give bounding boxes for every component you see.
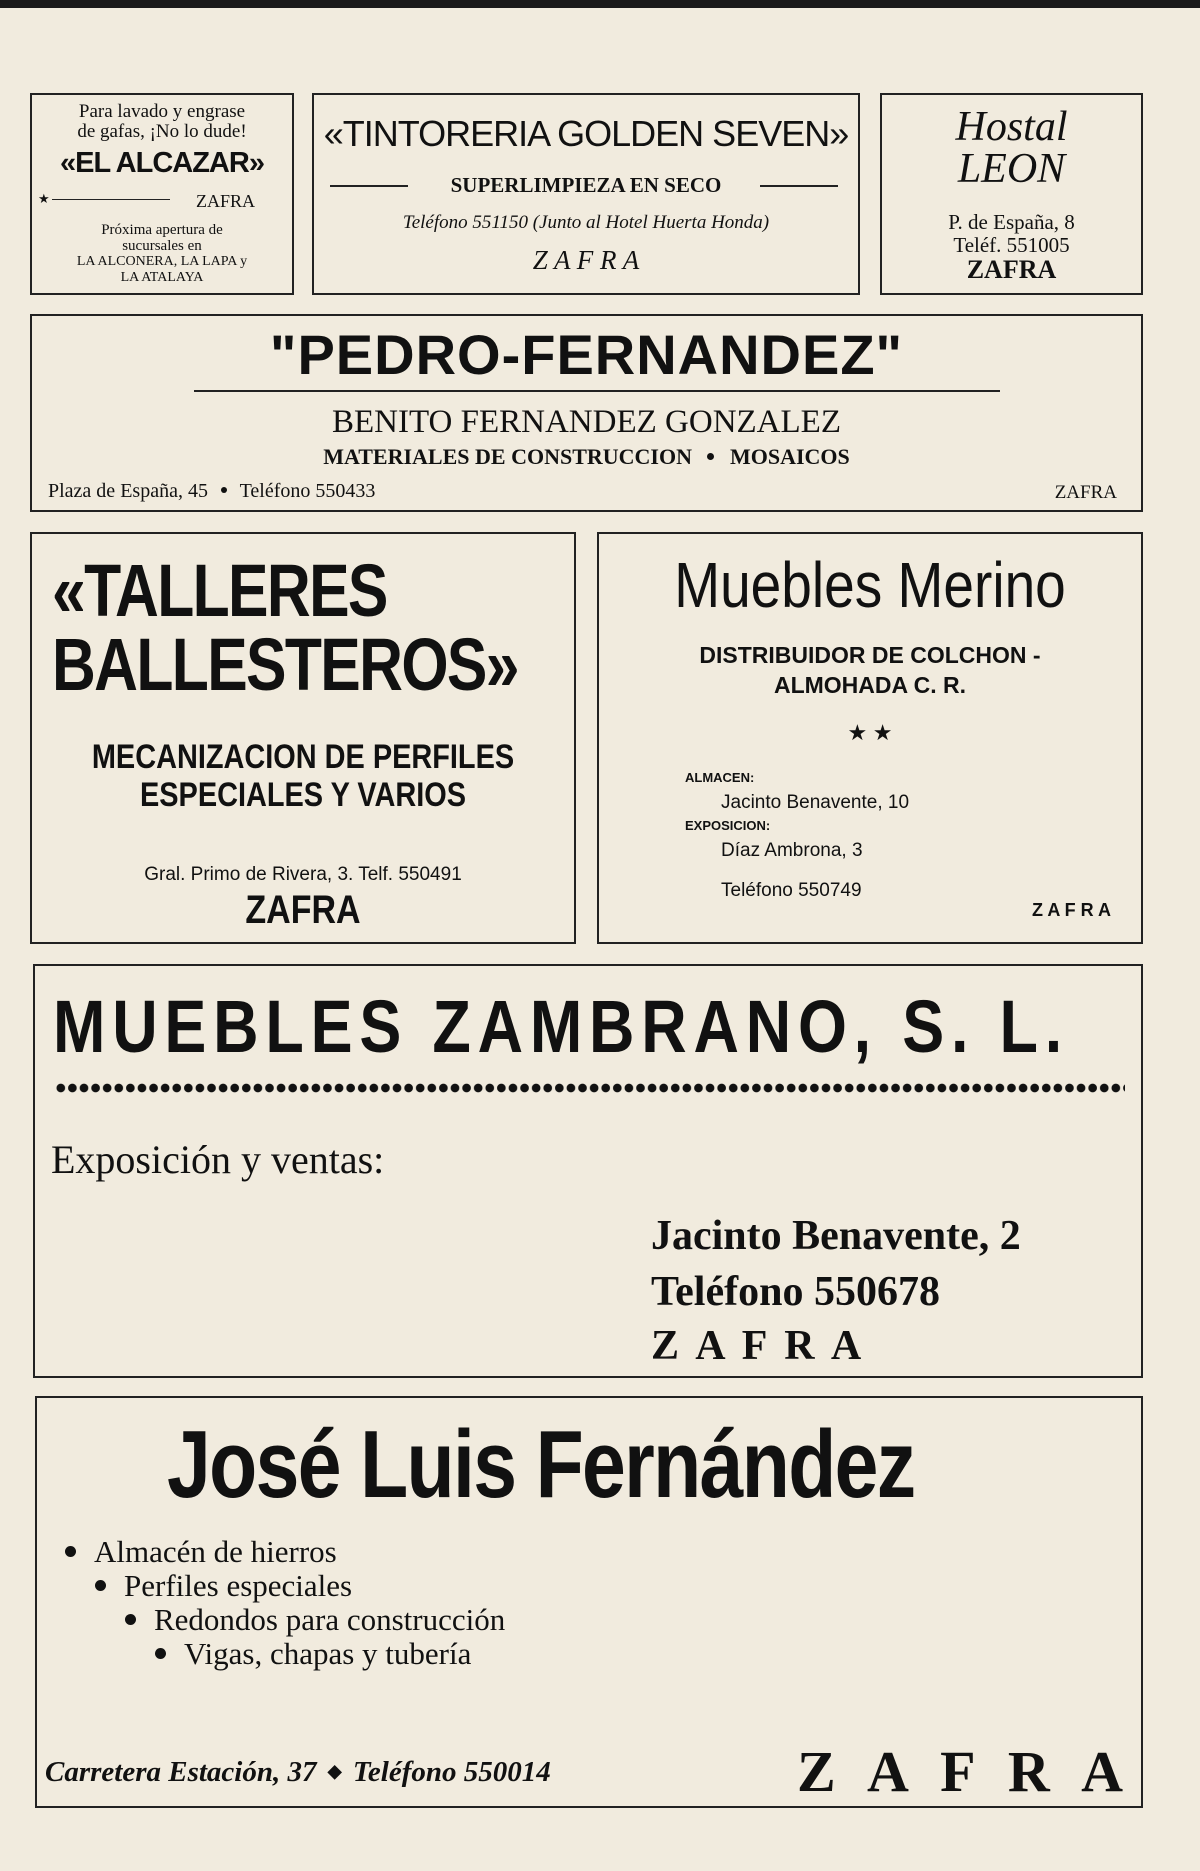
jose-item-label: Almacén de hierros [94,1534,337,1569]
top-border [0,0,1200,8]
pedro-products [32,444,1141,470]
merino-name: Muebles Merino [674,549,1066,621]
star-icon: ★ [38,191,50,206]
alcazar-branch3: LA ALCONERA, LA LAPA y [76,254,248,269]
pedro-divider [194,390,1000,392]
tintoreria-name: «TINTORERIA GOLDEN SEVEN» [323,113,849,154]
ad-talleres-ballesteros [30,532,576,944]
pedro-address: Plaza de España, 45 [48,480,208,502]
zambrano-address: Jacinto Benavente, 2 [651,1213,1021,1259]
alcazar-branch4: LA ATALAYA [120,270,204,285]
alcazar-name: «EL ALCAZAR» [60,147,264,179]
ad-el-alcazar [30,93,294,295]
diamond-icon: ◆ [327,1761,342,1781]
jose-item-1 [65,1534,337,1570]
talleres-address: Gral. Primo de Rivera, 3. Telf. 550491 [144,864,462,885]
ad-muebles-merino [597,532,1143,944]
talleres-name1: «TALLERES [52,549,387,632]
tintoreria-phone: Teléfono 551150 (Junto al Hotel Huerta Honda) [402,212,770,233]
merino-showroom-label: EXPOSICION: [685,818,771,833]
merino-showroom: Díaz Ambrona, 3 [721,840,863,861]
pedro-name: "PEDRO-FERNANDEZ" [269,323,904,386]
tintoreria-service: SUPERLIMPIEZA EN SECO [450,173,722,197]
jose-phone: Teléfono 550014 [352,1756,551,1788]
ad-jose-luis-fernandez [35,1396,1143,1808]
merino-warehouse: Jacinto Benavente, 10 [721,792,910,813]
zambrano-name: MUEBLES ZAMBRANO, S. L. [53,985,1070,1068]
pedro-phone: Teléfono 550433 [239,480,376,502]
jose-item-label: Vigas, chapas y tubería [184,1636,472,1671]
pedro-products1: MATERIALES DE CONSTRUCCION [323,444,692,469]
bullet-icon [155,1648,166,1659]
hostal-name1: Hostal [955,104,1068,150]
jose-name: José Luis Fernández [167,1411,915,1518]
merino-desc2: ALMOHADA C. R. [773,672,967,698]
jose-item-4 [155,1636,471,1672]
alcazar-line2: de gafas, ¡No lo dude! [77,121,247,142]
bullet-icon [95,1580,106,1591]
ad-tintoreria-golden-seven [312,93,860,295]
jose-address: Carretera Estación, 37 [45,1756,317,1788]
hostal-address: P. de España, 8 [948,210,1075,234]
jose-contact [45,1756,551,1789]
ad-pedro-fernandez [30,314,1143,512]
pedro-contact [48,480,375,503]
jose-item-label: Redondos para construcción [154,1602,506,1637]
merino-warehouse-label: ALMACEN: [685,770,755,785]
pedro-city: ZAFRA [1054,482,1117,503]
bullet-icon [221,487,227,493]
talleres-service1: MECANIZACION DE PERFILES [91,738,515,776]
talleres-service2: ESPECIALES Y VARIOS [139,776,467,814]
ad-hostal-leon [880,93,1143,295]
talleres-city: ZAFRA [245,888,361,932]
jose-item-3 [125,1602,505,1638]
jose-item-label: Perfiles especiales [124,1568,353,1603]
hostal-city: ZAFRA [966,255,1057,284]
jose-city: Z A F R A [796,1739,1133,1804]
zambrano-exhibit: Exposición y ventas: [51,1137,385,1182]
hostal-name2: LEON [957,146,1066,192]
merino-phone: Teléfono 550749 [721,880,862,901]
ad-muebles-zambrano [33,964,1143,1378]
jose-item-2 [95,1568,352,1604]
tintoreria-city: Z A F R A [532,245,640,275]
bullet-icon [707,453,714,460]
dotted-rule [55,1081,1125,1095]
bullet-icon [125,1614,136,1625]
alcazar-city: ZAFRA [196,191,256,211]
talleres-name2: BALLESTEROS» [52,623,518,706]
alcazar-line1: Para lavado y engrase [78,101,246,122]
merino-city: Z A F R A [1032,900,1111,920]
zambrano-phone: Teléfono 550678 [651,1269,940,1315]
alcazar-branch1: Próxima apertura de [101,222,223,238]
stars-icon: ★ ★ [847,720,893,745]
zambrano-city: Z A F R A [651,1323,866,1369]
hostal-phone: Teléf. 551005 [953,233,1070,257]
alcazar-divider [52,199,170,200]
tintoreria-rule-right [760,185,838,187]
bullet-icon [65,1546,76,1557]
merino-desc1: DISTRIBUIDOR DE COLCHON - [699,642,1041,668]
alcazar-branch2: sucursales en [122,238,202,254]
pedro-owner: BENITO FERNANDEZ GONZALEZ [331,404,841,440]
pedro-products2: MOSAICOS [729,444,850,469]
